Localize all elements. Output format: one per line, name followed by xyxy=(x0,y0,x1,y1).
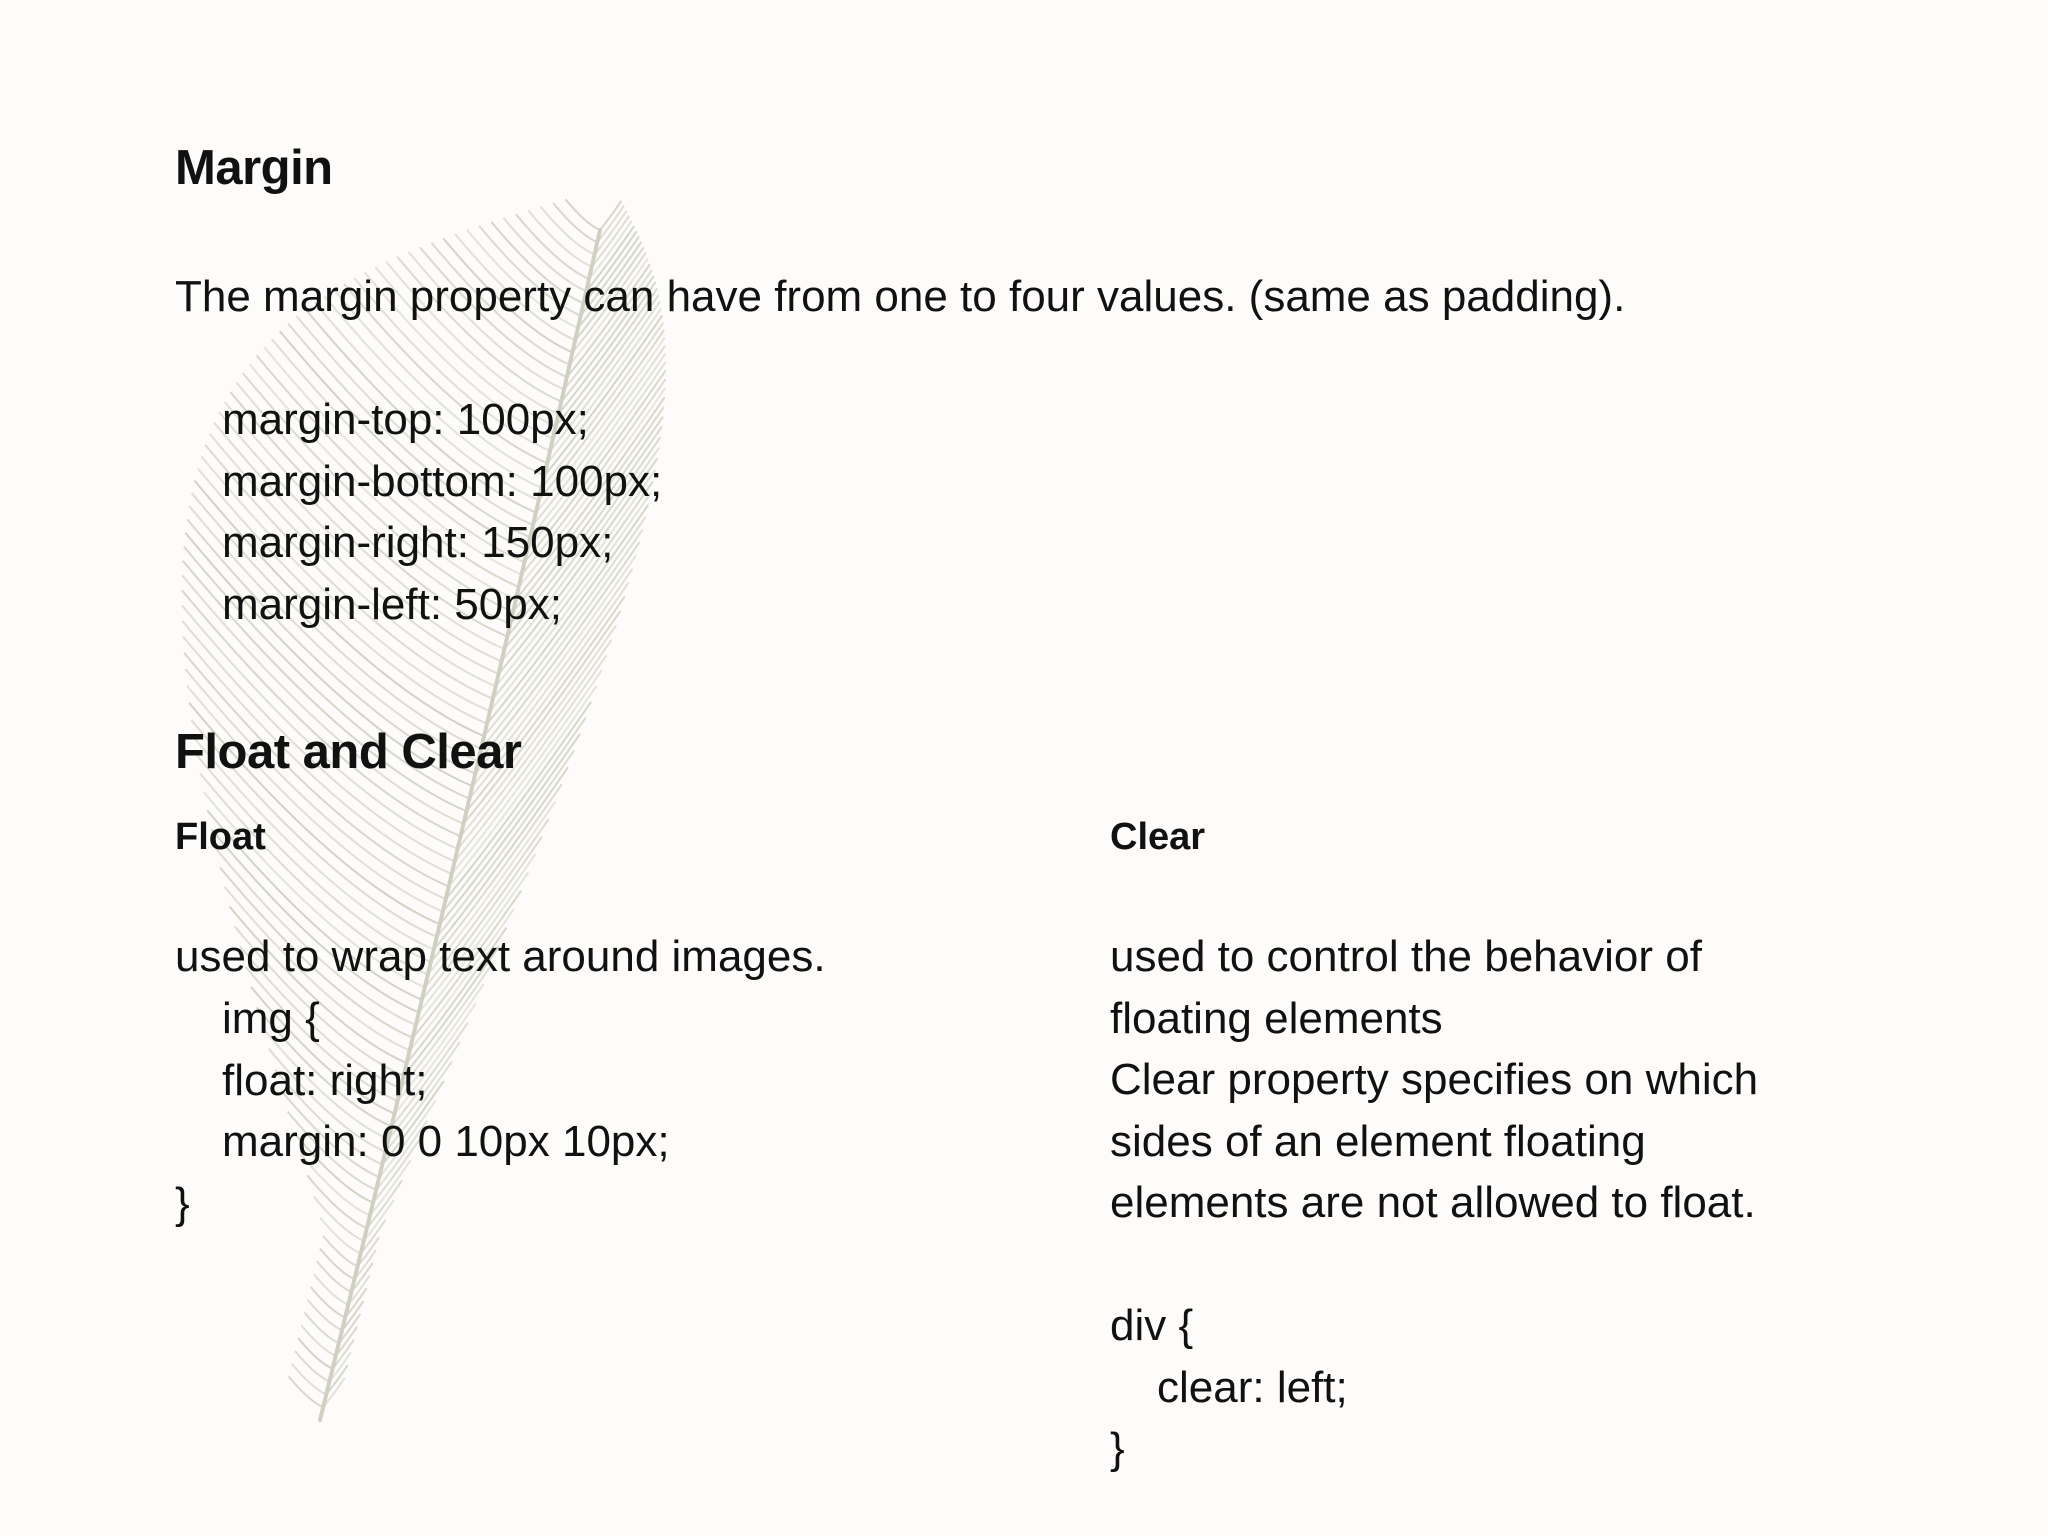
float-code-block xyxy=(175,988,670,1234)
margin-heading: Margin xyxy=(175,141,333,195)
margin-top-line: margin-top: 100px; xyxy=(222,395,589,444)
margin-left-line: margin-left: 50px; xyxy=(222,579,562,629)
clear-description-line: sides of an element floating xyxy=(1110,1116,1646,1166)
clear-code-line: clear: left; xyxy=(1157,1362,1348,1412)
clear-description xyxy=(1110,926,1758,1234)
clear-description-line: used to control the behavior of xyxy=(1110,932,1702,981)
clear-description-line: Clear property specifies on which xyxy=(1110,1055,1759,1104)
float-subheading: Float xyxy=(175,816,266,858)
clear-code-line: div { xyxy=(1110,1301,1194,1350)
float-clear-heading: Float and Clear xyxy=(175,725,522,779)
margin-properties-list xyxy=(222,389,662,635)
margin-right-line: margin-right: 150px; xyxy=(222,518,614,567)
clear-code-block xyxy=(1110,1295,1348,1480)
clear-code-line: } xyxy=(1110,1424,1125,1473)
clear-description-line: elements are not allowed to float. xyxy=(1110,1178,1756,1227)
margin-intro-text: The margin property can have from one to four values. (same as padding). xyxy=(175,272,1626,321)
float-code-line: float: right; xyxy=(222,1055,428,1105)
clear-description-line: floating elements xyxy=(1110,993,1443,1043)
float-code-line: } xyxy=(175,1178,190,1228)
clear-subheading: Clear xyxy=(1110,816,1206,858)
margin-bottom-line: margin-bottom: 100px; xyxy=(222,456,663,506)
float-code-line: img { xyxy=(222,994,320,1043)
float-code-line: margin: 0 0 10px 10px; xyxy=(222,1117,670,1166)
float-description: used to wrap text around images. xyxy=(175,932,826,981)
